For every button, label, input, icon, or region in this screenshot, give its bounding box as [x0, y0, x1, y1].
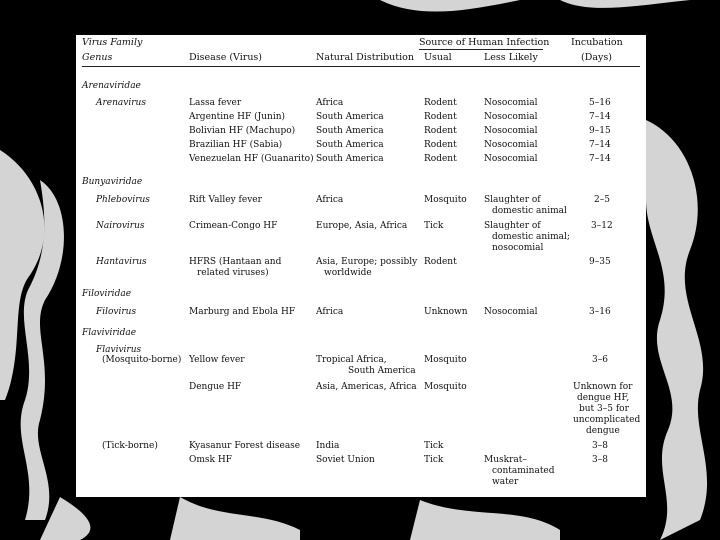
distribution-cell: Africa: [316, 195, 344, 205]
usual-source-cell: Rodent: [424, 126, 457, 136]
less-likely-cell: Nosocomial: [484, 126, 538, 136]
distribution-cell: South America: [316, 154, 384, 164]
distribution-cell: South America: [316, 112, 384, 122]
usual-source-cell: Rodent: [424, 112, 457, 122]
less-likely-cell: Slaughter of: [484, 221, 541, 231]
disease-cell: Kyasanur Forest disease: [189, 441, 301, 451]
usual-source-cell: Rodent: [424, 154, 457, 164]
disease-cell: Yellow fever: [189, 355, 245, 365]
col-header-distribution: Natural Distribution: [316, 52, 414, 63]
header-rule: [82, 66, 640, 67]
source-underline: [419, 49, 543, 50]
usual-source-cell: Mosquito: [424, 382, 467, 392]
incubation-cell: Unknown for: [573, 382, 633, 392]
distribution-cell: India: [316, 441, 340, 451]
genus-arenavirus: Arenavirus: [96, 98, 146, 108]
incubation-cell: 3–8: [592, 455, 608, 465]
disease-cell: Bolivian HF (Machupo): [189, 126, 296, 136]
usual-source-cell: Rodent: [424, 257, 457, 267]
disease-cell: Brazilian HF (Sabia): [189, 140, 283, 150]
distribution-cell: Asia, Americas, Africa: [316, 382, 417, 392]
disease-cell: Lassa fever: [189, 98, 242, 108]
incubation-cell-line5: dengue: [586, 426, 620, 436]
col-header-virus-family: Virus Family: [82, 37, 143, 48]
less-likely-cell: Nosocomial: [484, 98, 538, 108]
distribution-cell: South America: [316, 126, 384, 136]
family-flaviviridae: Flaviviridae: [82, 328, 137, 338]
genus-tick-borne: (Tick-borne): [102, 441, 158, 451]
distribution-cell: Tropical Africa,: [316, 355, 387, 365]
genus-hantavirus: Hantavirus: [96, 257, 147, 267]
less-likely-cell: Nosocomial: [484, 307, 538, 317]
distribution-cell-line2: worldwide: [324, 268, 372, 278]
less-likely-cell-line2: domestic animal;: [492, 232, 570, 242]
usual-source-cell: Tick: [424, 221, 444, 231]
disease-cell: Omsk HF: [189, 455, 232, 465]
disease-cell: Argentine HF (Junin): [189, 112, 286, 122]
genus-filovirus: Filovirus: [96, 307, 137, 317]
col-header-less-likely: Less Likely: [484, 52, 538, 63]
less-likely-cell: Nosocomial: [484, 154, 538, 164]
genus-phlebovirus: Phlebovirus: [96, 195, 150, 205]
disease-cell: Crimean-Congo HF: [189, 221, 278, 231]
usual-source-cell: Mosquito: [424, 195, 467, 205]
usual-source-cell: Rodent: [424, 98, 457, 108]
distribution-cell: Europe, Asia, Africa: [316, 221, 408, 231]
col-header-days: (Days): [581, 52, 612, 63]
less-likely-cell-line3: water: [492, 477, 519, 487]
incubation-cell: 7–14: [589, 140, 611, 150]
distribution-cell: Soviet Union: [316, 455, 375, 465]
distribution-cell: South America: [316, 140, 384, 150]
genus-flavivirus: Flavivirus: [96, 345, 142, 355]
col-header-source: Source of Human Infection: [419, 37, 550, 48]
less-likely-cell: Slaughter of: [484, 195, 541, 205]
less-likely-cell-line2: contaminated: [492, 466, 555, 476]
incubation-cell: 3–12: [591, 221, 613, 231]
distribution-cell: Africa: [316, 98, 344, 108]
disease-cell-line2: related viruses): [197, 268, 269, 278]
col-header-disease: Disease (Virus): [189, 52, 263, 63]
disease-cell: Venezuelan HF (Guanarito): [189, 154, 314, 164]
incubation-cell: 7–14: [589, 112, 611, 122]
less-likely-cell: Nosocomial: [484, 140, 538, 150]
family-filoviridae: Filoviridae: [82, 289, 132, 299]
usual-source-cell: Mosquito: [424, 355, 467, 365]
less-likely-cell: Muskrat–: [484, 455, 527, 465]
genus-nairovirus: Nairovirus: [96, 221, 145, 231]
genus-mosquito-borne: (Mosquito-borne): [102, 355, 182, 365]
disease-cell: Marburg and Ebola HF: [189, 307, 296, 317]
usual-source-cell: Tick: [424, 455, 444, 465]
col-header-usual: Usual: [424, 52, 452, 63]
incubation-cell: 3–6: [592, 355, 608, 365]
hemorrhagic-fever-table: [76, 35, 646, 497]
col-header-incubation: Incubation: [571, 37, 623, 48]
disease-cell: Dengue HF: [189, 382, 242, 392]
usual-source-cell: Unknown: [424, 307, 468, 317]
incubation-cell: 3–8: [592, 441, 608, 451]
less-likely-cell-line2: domestic animal: [492, 206, 567, 216]
distribution-cell: Asia, Europe; possibly: [316, 257, 418, 267]
family-bunyaviridae: Bunyaviridae: [82, 177, 143, 187]
family-arenaviridae: Arenaviridae: [82, 81, 141, 91]
incubation-cell-line3: but 3–5 for: [579, 404, 629, 414]
incubation-cell: 2–5: [594, 195, 610, 205]
incubation-cell: 9–15: [589, 126, 611, 136]
col-header-genus: Genus: [82, 52, 113, 63]
usual-source-cell: Rodent: [424, 140, 457, 150]
less-likely-cell: Nosocomial: [484, 112, 538, 122]
incubation-cell: 7–14: [589, 154, 611, 164]
incubation-cell-line2: dengue HF,: [577, 393, 630, 403]
incubation-cell-line4: uncomplicated: [573, 415, 641, 425]
disease-cell: Rift Valley fever: [189, 195, 262, 205]
distribution-cell-line2: South America: [348, 366, 416, 376]
less-likely-cell-line3: nosocomial: [492, 243, 544, 253]
incubation-cell: 3–16: [589, 307, 611, 317]
disease-cell: HFRS (Hantaan and: [189, 257, 282, 267]
incubation-cell: 5–16: [589, 98, 611, 108]
usual-source-cell: Tick: [424, 441, 444, 451]
distribution-cell: Africa: [316, 307, 344, 317]
incubation-cell: 9–35: [589, 257, 611, 267]
